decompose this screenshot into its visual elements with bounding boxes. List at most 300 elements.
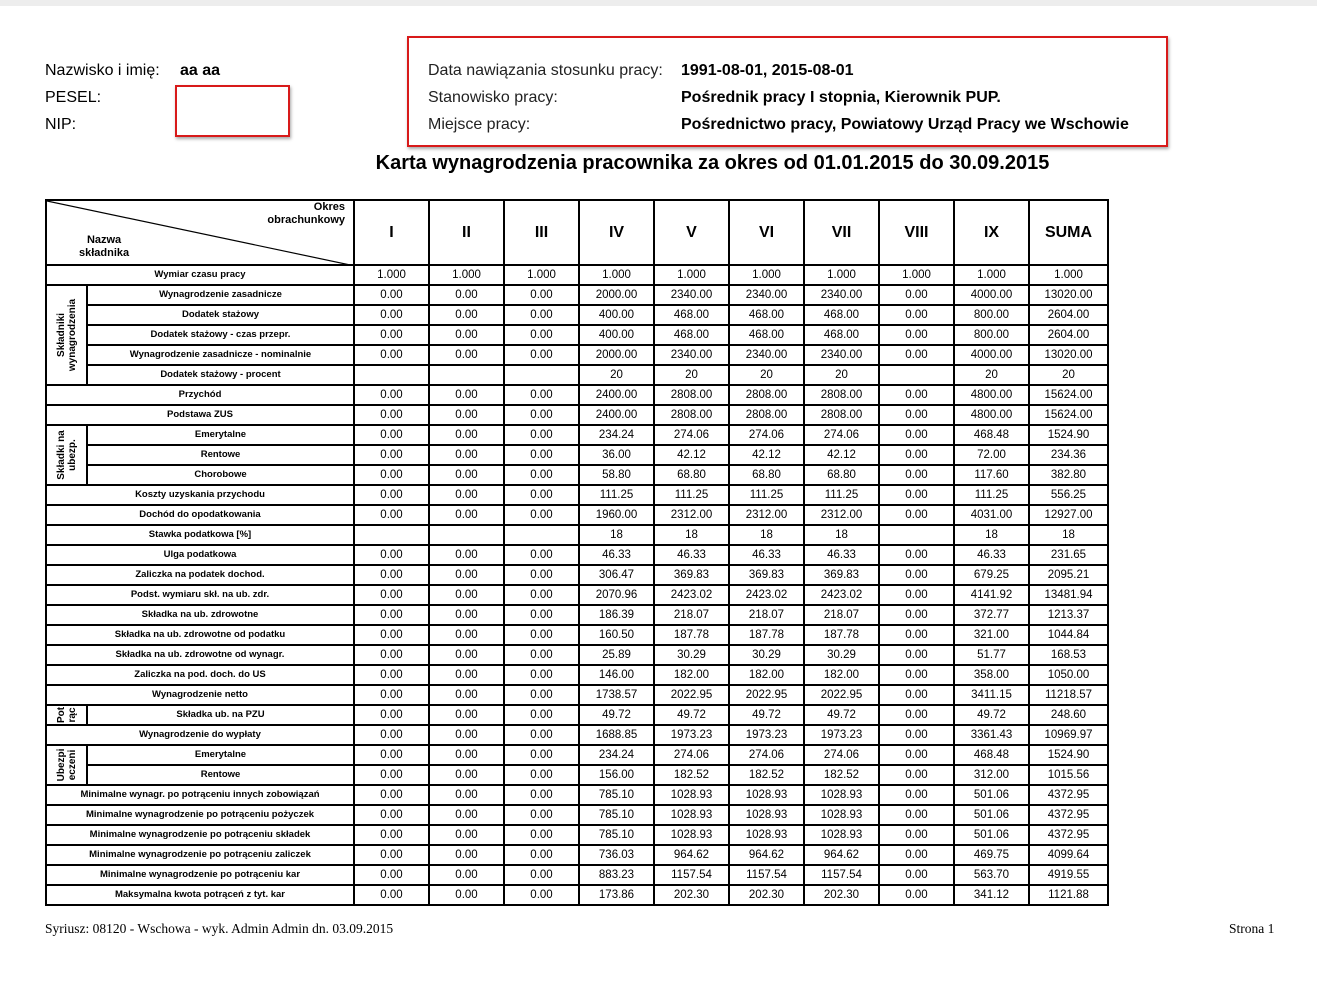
column-header-vi: VI: [729, 200, 804, 265]
table-row: [46, 265, 1108, 285]
value-cell: 2808.00: [804, 405, 879, 425]
value-cell: 1.000: [579, 265, 654, 285]
value-cell: 0.00: [879, 485, 954, 505]
value-cell: 0.00: [429, 685, 504, 705]
value-cell: 2423.02: [654, 585, 729, 605]
value-cell: 0.00: [879, 605, 954, 625]
value-cell: 46.33: [729, 545, 804, 565]
group-label-potracenia: [46, 705, 87, 725]
value-cell: 0.00: [429, 305, 504, 325]
value-cell: 173.86: [579, 885, 654, 905]
table-row: [46, 505, 1108, 525]
value-cell: 400.00: [579, 305, 654, 325]
value-cell: 274.06: [729, 745, 804, 765]
value-cell: 182.00: [654, 665, 729, 685]
value-cell: 18: [654, 525, 729, 545]
row-label: Dodatek stażowy: [87, 305, 354, 325]
value-cell: 785.10: [579, 805, 654, 825]
value-cell: 111.25: [954, 485, 1029, 505]
value-cell: 42.12: [654, 445, 729, 465]
table-row: [46, 545, 1108, 565]
value-cell: 0.00: [429, 325, 504, 345]
value-cell: 0.00: [504, 305, 579, 325]
value-cell: 18: [954, 525, 1029, 545]
value-cell: 0.00: [504, 625, 579, 645]
value-cell: 36.00: [579, 445, 654, 465]
value-cell: 2423.02: [729, 585, 804, 605]
value-cell: 0.00: [429, 465, 504, 485]
row-label: Wynagrodzenie zasadnicze: [87, 285, 354, 305]
table-row: [46, 405, 1108, 425]
value-cell: 1960.00: [579, 505, 654, 525]
value-cell: 13481.94: [1029, 585, 1108, 605]
value-cell: 4800.00: [954, 405, 1029, 425]
value-cell: 0.00: [504, 545, 579, 565]
value-cell: 0.00: [429, 565, 504, 585]
header-row: [46, 200, 1108, 265]
row-label: Wymiar czasu pracy: [46, 265, 354, 285]
value-cell: 18: [804, 525, 879, 545]
column-header-iii: III: [504, 200, 579, 265]
value-cell: 0.00: [504, 885, 579, 905]
value-cell: 468.00: [804, 305, 879, 325]
row-label: Składka ub. na PZU: [87, 705, 354, 725]
row-label: Minimalne wynagrodzenie po potrąceniu składek: [46, 825, 354, 845]
value-cell: 468.00: [729, 305, 804, 325]
value-cell: 358.00: [954, 665, 1029, 685]
value-cell: 0.00: [354, 725, 429, 745]
value-cell: 0.00: [879, 885, 954, 905]
row-label: Podst. wymiaru skł. na ub. zdr.: [46, 585, 354, 605]
value-cell: 2312.00: [804, 505, 879, 525]
value-cell: 883.23: [579, 865, 654, 885]
value-cell: 0.00: [354, 705, 429, 725]
value-cell: 0.00: [429, 825, 504, 845]
value-cell: 18: [1029, 525, 1108, 545]
value-cell: 2400.00: [579, 385, 654, 405]
value-cell: 0.00: [504, 845, 579, 865]
row-label: Dodatek stażowy - procent: [87, 365, 354, 385]
value-cell: 4800.00: [954, 385, 1029, 405]
group-label-ubezpieczenia: [46, 745, 87, 785]
value-cell: 202.30: [729, 885, 804, 905]
value-cell: 2340.00: [804, 345, 879, 365]
value-cell: 187.78: [654, 625, 729, 645]
value-cell: 0.00: [354, 465, 429, 485]
value-cell: 18: [579, 525, 654, 545]
column-header-suma: SUMA: [1029, 200, 1108, 265]
value-cell: 187.78: [804, 625, 879, 645]
value-cell: 0.00: [429, 625, 504, 645]
value-cell: 4141.92: [954, 585, 1029, 605]
value-cell: 30.29: [804, 645, 879, 665]
value-cell: 0.00: [504, 285, 579, 305]
value-cell: 0.00: [504, 485, 579, 505]
table-row: [46, 485, 1108, 505]
column-header-ii: II: [429, 200, 504, 265]
value-cell: 111.25: [804, 485, 879, 505]
value-cell: 369.83: [804, 565, 879, 585]
value-cell: 0.00: [879, 565, 954, 585]
row-label: Wynagrodzenie zasadnicze - nominalnie: [87, 345, 354, 365]
value-cell: 468.00: [729, 325, 804, 345]
value-cell: 0.00: [879, 665, 954, 685]
value-cell: 2022.95: [654, 685, 729, 705]
row-label: Rentowe: [87, 765, 354, 785]
footer-left: Syriusz: 08120 - Wschowa - wyk. Admin Admin dn. 03.09.2015: [45, 921, 394, 936]
value-cell: 0.00: [879, 845, 954, 865]
value-cell: 186.39: [579, 605, 654, 625]
table-row: [46, 645, 1108, 665]
value-cell: 2340.00: [654, 285, 729, 305]
value-cell: 785.10: [579, 825, 654, 845]
value-cell: 0.00: [504, 825, 579, 845]
table-row: [46, 725, 1108, 745]
value-cell: 1.000: [804, 265, 879, 285]
value-cell: 0.00: [354, 765, 429, 785]
value-cell: 382.80: [1029, 465, 1108, 485]
value-cell: 468.00: [804, 325, 879, 345]
value-cell: 42.12: [804, 445, 879, 465]
value-cell: 0.00: [354, 505, 429, 525]
value-cell: 1157.54: [729, 865, 804, 885]
value-cell: 13020.00: [1029, 285, 1108, 305]
value-cell: 1738.57: [579, 685, 654, 705]
value-cell: 369.83: [729, 565, 804, 585]
value-cell: 964.62: [729, 845, 804, 865]
value-cell: [354, 525, 429, 545]
table-row: [46, 705, 1108, 725]
value-cell: 2808.00: [729, 405, 804, 425]
workplace-label: Miejsce pracy:: [428, 116, 531, 133]
value-cell: 0.00: [354, 325, 429, 345]
value-cell: 117.60: [954, 465, 1029, 485]
value-cell: 1028.93: [729, 785, 804, 805]
table-row: [46, 425, 1108, 445]
value-cell: 1973.23: [804, 725, 879, 745]
value-cell: 1688.85: [579, 725, 654, 745]
value-cell: 800.00: [954, 325, 1029, 345]
value-cell: 0.00: [879, 585, 954, 605]
value-cell: 20: [1029, 365, 1108, 385]
value-cell: 168.53: [1029, 645, 1108, 665]
value-cell: 0.00: [354, 305, 429, 325]
table-row: [46, 685, 1108, 705]
table-row: [46, 605, 1108, 625]
column-header-i: I: [354, 200, 429, 265]
value-cell: 0.00: [429, 865, 504, 885]
value-cell: 0.00: [879, 445, 954, 465]
employment-date-value: 1991-08-01, 2015-08-01: [681, 62, 854, 79]
value-cell: 0.00: [354, 485, 429, 505]
value-cell: 0.00: [354, 565, 429, 585]
value-cell: 182.52: [654, 765, 729, 785]
value-cell: [879, 365, 954, 385]
value-cell: 15624.00: [1029, 385, 1108, 405]
value-cell: 501.06: [954, 825, 1029, 845]
value-cell: 1121.88: [1029, 885, 1108, 905]
value-cell: 563.70: [954, 865, 1029, 885]
value-cell: 0.00: [879, 725, 954, 745]
row-label: Dochód do opodatkowania: [46, 505, 354, 525]
value-cell: 1.000: [1029, 265, 1108, 285]
table-row: [46, 345, 1108, 365]
value-cell: 0.00: [504, 865, 579, 885]
value-cell: 0.00: [879, 645, 954, 665]
row-label: Emerytalne: [87, 425, 354, 445]
value-cell: 0.00: [879, 765, 954, 785]
value-cell: 0.00: [879, 305, 954, 325]
value-cell: 231.65: [1029, 545, 1108, 565]
value-cell: 187.78: [729, 625, 804, 645]
value-cell: 2808.00: [729, 385, 804, 405]
table-row: [46, 865, 1108, 885]
value-cell: 1015.56: [1029, 765, 1108, 785]
value-cell: 202.30: [804, 885, 879, 905]
value-cell: 0.00: [429, 745, 504, 765]
table-row: [46, 285, 1108, 305]
value-cell: 0.00: [429, 785, 504, 805]
value-cell: 1028.93: [654, 825, 729, 845]
value-cell: [504, 365, 579, 385]
value-cell: 218.07: [804, 605, 879, 625]
value-cell: 4372.95: [1029, 805, 1108, 825]
row-label: Przychód: [46, 385, 354, 405]
value-cell: 30.29: [729, 645, 804, 665]
value-cell: 0.00: [354, 885, 429, 905]
value-cell: 2340.00: [729, 285, 804, 305]
name-value: aa aa: [180, 62, 221, 79]
value-cell: 1.000: [879, 265, 954, 285]
table-row: [46, 365, 1108, 385]
value-cell: 306.47: [579, 565, 654, 585]
value-cell: 1028.93: [729, 805, 804, 825]
value-cell: 13020.00: [1029, 345, 1108, 365]
value-cell: 218.07: [654, 605, 729, 625]
table-row: [46, 885, 1108, 905]
value-cell: 18: [729, 525, 804, 545]
value-cell: 1028.93: [654, 785, 729, 805]
value-cell: 0.00: [354, 745, 429, 765]
value-cell: 46.33: [954, 545, 1029, 565]
column-header-ix: IX: [954, 200, 1029, 265]
value-cell: 0.00: [504, 345, 579, 365]
value-cell: 2340.00: [729, 345, 804, 365]
value-cell: 0.00: [429, 805, 504, 825]
value-cell: 0.00: [354, 805, 429, 825]
value-cell: 501.06: [954, 805, 1029, 825]
page-number: Strona 1: [1229, 921, 1275, 936]
workplace-value: Pośrednictwo pracy, Powiatowy Urząd Pracy we Wschowie: [681, 116, 1129, 133]
value-cell: 274.06: [804, 425, 879, 445]
value-cell: 1044.84: [1029, 625, 1108, 645]
value-cell: 0.00: [504, 465, 579, 485]
value-cell: 1050.00: [1029, 665, 1108, 685]
value-cell: 0.00: [504, 605, 579, 625]
value-cell: 274.06: [804, 745, 879, 765]
value-cell: 111.25: [729, 485, 804, 505]
value-cell: 2022.95: [729, 685, 804, 705]
value-cell: 400.00: [579, 325, 654, 345]
value-cell: 72.00: [954, 445, 1029, 465]
value-cell: 556.25: [1029, 485, 1108, 505]
value-cell: 12927.00: [1029, 505, 1108, 525]
value-cell: 2604.00: [1029, 325, 1108, 345]
value-cell: 0.00: [354, 865, 429, 885]
value-cell: 51.77: [954, 645, 1029, 665]
row-label: Składka na ub. zdrowotne: [46, 605, 354, 625]
value-cell: 49.72: [654, 705, 729, 725]
value-cell: 146.00: [579, 665, 654, 685]
value-cell: 679.25: [954, 565, 1029, 585]
employment-date-label: Data nawiązania stosunku pracy:: [428, 62, 663, 79]
value-cell: 0.00: [879, 685, 954, 705]
value-cell: 0.00: [879, 865, 954, 885]
value-cell: 1028.93: [804, 785, 879, 805]
value-cell: 800.00: [954, 305, 1029, 325]
value-cell: 0.00: [504, 565, 579, 585]
value-cell: 0.00: [504, 645, 579, 665]
value-cell: 0.00: [429, 505, 504, 525]
row-label: Maksymalna kwota potrąceń z tyt. kar: [46, 885, 354, 905]
value-cell: 20: [654, 365, 729, 385]
value-cell: 1.000: [954, 265, 1029, 285]
value-cell: 369.83: [654, 565, 729, 585]
value-cell: 2808.00: [654, 385, 729, 405]
value-cell: 68.80: [804, 465, 879, 485]
value-cell: 1.000: [504, 265, 579, 285]
value-cell: 2312.00: [729, 505, 804, 525]
value-cell: 15624.00: [1029, 405, 1108, 425]
value-cell: 0.00: [879, 465, 954, 485]
value-cell: 0.00: [429, 765, 504, 785]
value-cell: 234.36: [1029, 445, 1108, 465]
value-cell: 0.00: [354, 425, 429, 445]
value-cell: 25.89: [579, 645, 654, 665]
value-cell: 0.00: [429, 285, 504, 305]
table-row: [46, 665, 1108, 685]
group-label-skladki: [46, 425, 87, 485]
value-cell: 0.00: [879, 825, 954, 845]
value-cell: 2095.21: [1029, 565, 1108, 585]
value-cell: 1028.93: [729, 825, 804, 845]
value-cell: 1.000: [729, 265, 804, 285]
value-cell: 1.000: [654, 265, 729, 285]
value-cell: 0.00: [429, 845, 504, 865]
value-cell: 0.00: [429, 585, 504, 605]
group-label-skladniki: [46, 285, 87, 385]
value-cell: 2604.00: [1029, 305, 1108, 325]
value-cell: 2423.02: [804, 585, 879, 605]
value-cell: 160.50: [579, 625, 654, 645]
value-cell: 1524.90: [1029, 745, 1108, 765]
value-cell: 4372.95: [1029, 785, 1108, 805]
value-cell: 10969.97: [1029, 725, 1108, 745]
value-cell: 0.00: [504, 665, 579, 685]
value-cell: 0.00: [504, 805, 579, 825]
value-cell: [354, 365, 429, 385]
value-cell: 0.00: [354, 825, 429, 845]
value-cell: [429, 365, 504, 385]
value-cell: 0.00: [504, 765, 579, 785]
value-cell: 2070.96: [579, 585, 654, 605]
nip-label: NIP:: [45, 116, 77, 133]
value-cell: 0.00: [354, 445, 429, 465]
value-cell: 468.48: [954, 425, 1029, 445]
value-cell: 0.00: [429, 605, 504, 625]
value-cell: 312.00: [954, 765, 1029, 785]
table-row: [46, 845, 1108, 865]
row-label: Podstawa ZUS: [46, 405, 354, 425]
value-cell: 2000.00: [579, 345, 654, 365]
group-label-text: Składki na ubezp.: [55, 430, 78, 480]
value-cell: 0.00: [504, 325, 579, 345]
value-cell: 0.00: [354, 385, 429, 405]
value-cell: 49.72: [579, 705, 654, 725]
pesel-label: PESEL:: [45, 89, 102, 106]
value-cell: 4919.55: [1029, 865, 1108, 885]
value-cell: 0.00: [354, 845, 429, 865]
value-cell: 182.00: [729, 665, 804, 685]
value-cell: 1.000: [354, 265, 429, 285]
value-cell: 274.06: [654, 745, 729, 765]
value-cell: 182.52: [729, 765, 804, 785]
value-cell: 156.00: [579, 765, 654, 785]
value-cell: 0.00: [879, 385, 954, 405]
value-cell: 20: [954, 365, 1029, 385]
value-cell: 0.00: [354, 405, 429, 425]
value-cell: 0.00: [429, 485, 504, 505]
value-cell: 4372.95: [1029, 825, 1108, 845]
column-header-viii: VIII: [879, 200, 954, 265]
value-cell: 0.00: [429, 405, 504, 425]
table-row: [46, 525, 1108, 545]
value-cell: 68.80: [729, 465, 804, 485]
value-cell: 248.60: [1029, 705, 1108, 725]
value-cell: 0.00: [504, 585, 579, 605]
table-row: [46, 745, 1108, 765]
value-cell: 0.00: [879, 325, 954, 345]
value-cell: 0.00: [879, 345, 954, 365]
row-label: Rentowe: [87, 445, 354, 465]
table-row: [46, 385, 1108, 405]
value-cell: 4099.64: [1029, 845, 1108, 865]
table-row: [46, 785, 1108, 805]
group-label-text: Ubezpi eczeni: [55, 748, 78, 782]
row-label: Stawka podatkowa [%]: [46, 525, 354, 545]
value-cell: 0.00: [354, 645, 429, 665]
corner-component-label: Nazwa składnika: [79, 234, 130, 259]
value-cell: 0.00: [504, 405, 579, 425]
value-cell: 0.00: [354, 665, 429, 685]
value-cell: 469.75: [954, 845, 1029, 865]
value-cell: 2340.00: [654, 345, 729, 365]
value-cell: 218.07: [729, 605, 804, 625]
row-label: Minimalne wynagr. po potrąceniu innych zobowiązań: [46, 785, 354, 805]
value-cell: 0.00: [879, 285, 954, 305]
value-cell: 1028.93: [804, 825, 879, 845]
value-cell: 0.00: [429, 665, 504, 685]
value-cell: 0.00: [504, 425, 579, 445]
row-label: Zaliczka na podatek dochod.: [46, 565, 354, 585]
group-label-text: Pot rąc: [55, 706, 78, 724]
value-cell: 234.24: [579, 425, 654, 445]
value-cell: 46.33: [654, 545, 729, 565]
value-cell: 964.62: [804, 845, 879, 865]
value-cell: 0.00: [429, 445, 504, 465]
value-cell: 46.33: [804, 545, 879, 565]
value-cell: 0.00: [879, 745, 954, 765]
